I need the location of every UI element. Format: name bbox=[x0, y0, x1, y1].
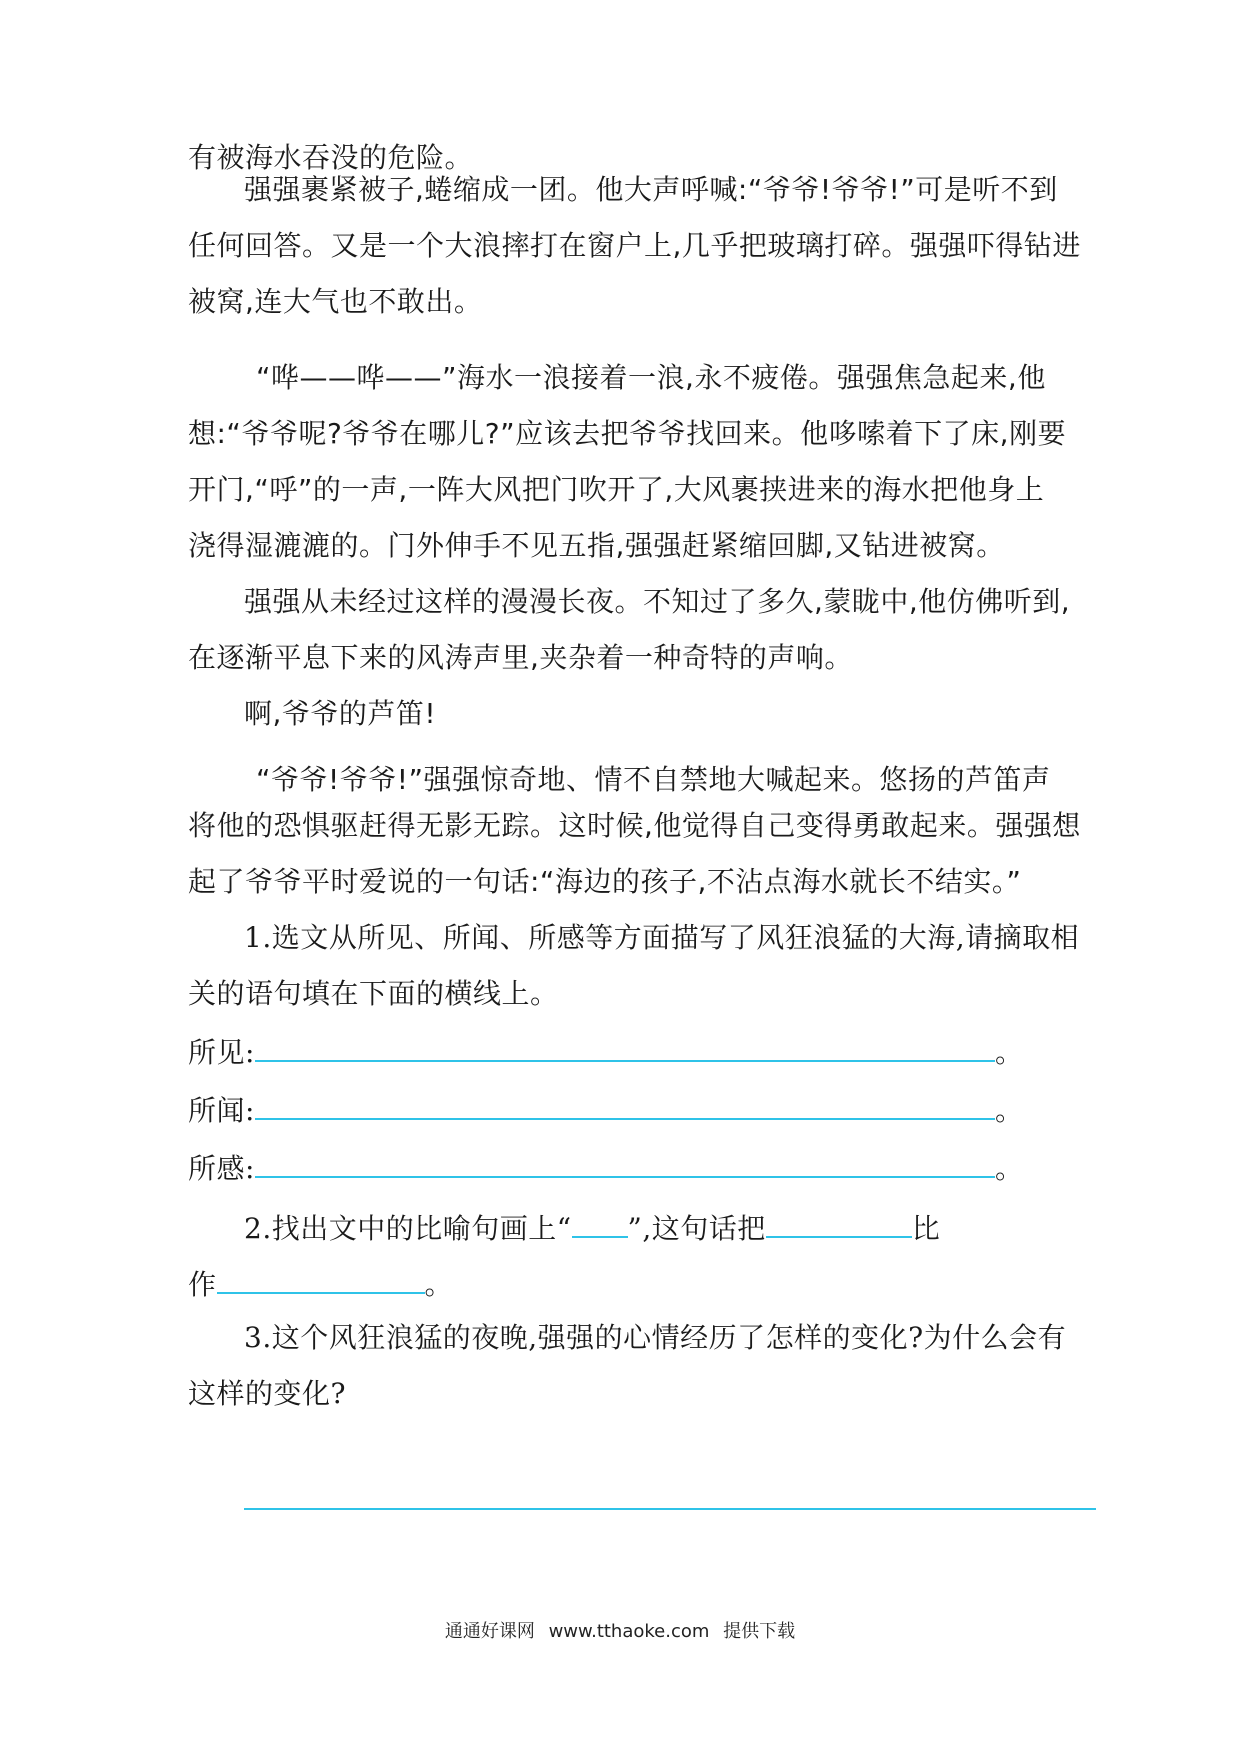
heard-answer-line[interactable] bbox=[255, 1088, 995, 1120]
question-1-text: 关的语句填在下面的横线上。 bbox=[188, 977, 559, 1010]
passage-line: 将他的恐惧驱赶得无影无踪。这时候,他觉得自己变得勇敢起来。强强想 bbox=[188, 809, 1081, 842]
felt-label: 所感: bbox=[188, 1152, 255, 1185]
passage-line: “爷爷!爷爷!”强强惊奇地、情不自禁地大喊起来。悠扬的芦笛声 bbox=[256, 763, 1051, 796]
answer-row-felt bbox=[188, 1146, 1023, 1189]
passage-line: 啊,爷爷的芦笛! bbox=[244, 697, 437, 730]
question-3-text: 这样的变化? bbox=[188, 1377, 347, 1410]
passage-line: 想:“爷爷呢?爷爷在哪儿?”应该去把爷爷找回来。他哆嗦着下了床,刚要 bbox=[188, 417, 1067, 450]
passage-line: 强强裹紧被子,蜷缩成一团。他大声呼喊:“爷爷!爷爷!”可是听不到 bbox=[244, 173, 1058, 206]
seen-label: 所见: bbox=[188, 1036, 255, 1069]
heard-label: 所闻: bbox=[188, 1094, 255, 1127]
question-3-answer-line[interactable] bbox=[244, 1508, 1096, 1510]
period: 。 bbox=[994, 1094, 1024, 1127]
passage-line: 开门,“呼”的一声,一阵大风把门吹开了,大风裹挟进来的海水把他身上 bbox=[188, 473, 1045, 506]
mark-line-sample bbox=[572, 1206, 628, 1238]
passage-line: 被窝,连大气也不敢出。 bbox=[188, 285, 483, 318]
period: 。 bbox=[994, 1152, 1024, 1185]
felt-answer-line[interactable] bbox=[255, 1146, 995, 1178]
passage-line: 浇得湿漉漉的。门外伸手不见五指,强强赶紧缩回脚,又钻进被窝。 bbox=[188, 529, 1005, 562]
question-2-part: 作 bbox=[188, 1268, 217, 1301]
question-2-text bbox=[244, 1206, 940, 1249]
question-2-part: ”,这句话把 bbox=[627, 1212, 766, 1245]
passage-line: “哗——哗——”海水一浪接着一浪,永不疲倦。强强焦急起来,他 bbox=[256, 361, 1046, 394]
question-2-part: 2.找出文中的比喻句画上“ bbox=[244, 1212, 572, 1245]
footer-note: 提供下载 bbox=[723, 1621, 796, 1642]
footer bbox=[0, 1620, 1240, 1644]
answer-row-heard bbox=[188, 1088, 1023, 1131]
question-2-text-cont bbox=[188, 1262, 453, 1305]
period: 。 bbox=[424, 1268, 454, 1301]
comparison-object-line[interactable] bbox=[217, 1262, 425, 1294]
footer-site-name: 通通好课网 bbox=[444, 1621, 535, 1642]
question-2-part: 比 bbox=[911, 1212, 941, 1245]
passage-line: 在逐渐平息下来的风涛声里,夹杂着一种奇特的声响。 bbox=[188, 641, 853, 674]
footer-url[interactable]: www.tthaoke.com bbox=[548, 1621, 710, 1642]
seen-answer-line[interactable] bbox=[255, 1030, 995, 1062]
comparison-subject-line[interactable] bbox=[766, 1206, 912, 1238]
question-3-text: 3.这个风狂浪猛的夜晚,强强的心情经历了怎样的变化?为什么会有 bbox=[244, 1321, 1067, 1354]
period: 。 bbox=[994, 1036, 1024, 1069]
passage-line: 任何回答。又是一个大浪摔打在窗户上,几乎把玻璃打碎。强强吓得钻进 bbox=[188, 229, 1081, 262]
question-1-text: 1.选文从所见、所闻、所感等方面描写了风狂浪猛的大海,请摘取相 bbox=[244, 921, 1080, 954]
passage-line: 有被海水吞没的危险。 bbox=[188, 141, 474, 174]
passage-line: 起了爷爷平时爱说的一句话:“海边的孩子,不沾点海水就长不结实。” bbox=[188, 865, 1022, 898]
answer-row-seen bbox=[188, 1030, 1023, 1073]
passage-line: 强强从未经过这样的漫漫长夜。不知过了多久,蒙眬中,他仿佛听到, bbox=[244, 585, 1071, 618]
